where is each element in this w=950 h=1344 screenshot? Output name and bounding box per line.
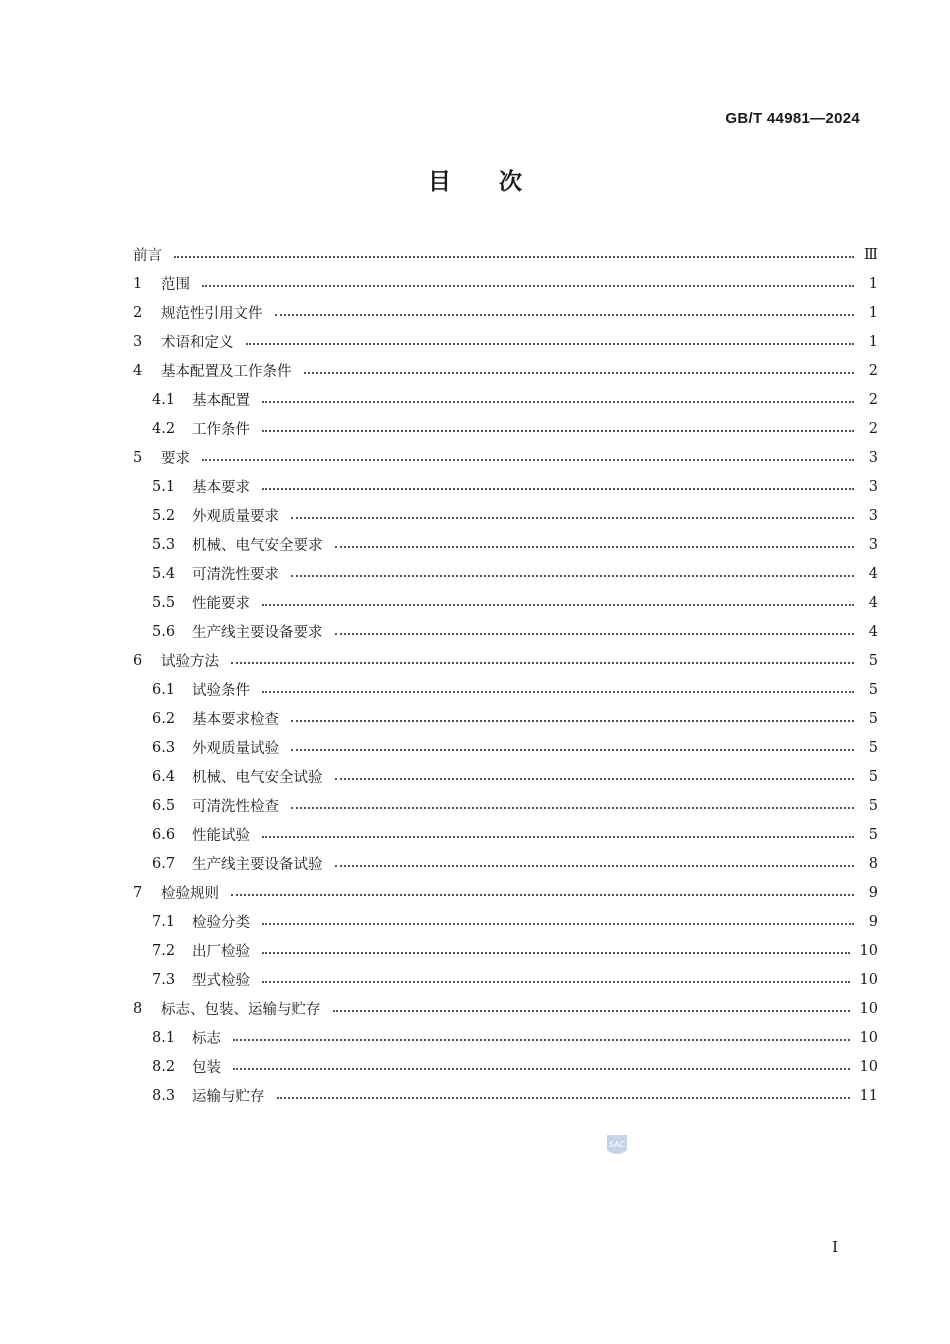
toc-entry-label: 机械、电气安全要求 <box>192 538 323 554</box>
toc-entry-page: 10 <box>859 971 878 988</box>
toc-dot-leader <box>333 1008 850 1012</box>
toc-entry-number: 2 <box>133 304 143 321</box>
toc-entry-number: 5.2 <box>152 507 176 524</box>
toc-dot-leader <box>291 747 854 751</box>
toc-entry-number: 8.1 <box>152 1029 176 1046</box>
toc-entry-number: 4.1 <box>152 391 176 408</box>
toc-dot-leader <box>291 805 854 809</box>
toc-entry[interactable] <box>133 617 878 646</box>
toc-dot-leader <box>262 950 850 954</box>
toc-entry[interactable] <box>133 1052 878 1081</box>
toc-entry[interactable] <box>133 559 878 588</box>
toc-entry-page: 5 <box>868 710 878 727</box>
toc-dot-leader <box>262 834 854 838</box>
toc-entry-page: 1 <box>868 304 878 321</box>
toc-dot-leader <box>262 399 854 403</box>
toc-dot-leader <box>262 428 854 432</box>
toc-entry[interactable] <box>133 704 878 733</box>
toc-entry-label: 基本要求 <box>192 480 250 496</box>
toc-entry-label: 试验方法 <box>161 654 219 670</box>
toc-entry-page: 5 <box>868 826 878 843</box>
toc-entry[interactable] <box>133 820 878 849</box>
toc-entry-label: 标志、包装、运输与贮存 <box>161 1002 321 1018</box>
toc-dot-leader <box>262 979 850 983</box>
toc-entry-label: 检验分类 <box>192 915 250 931</box>
toc-entry[interactable] <box>133 936 878 965</box>
sac-logo-text: SAC <box>608 1140 626 1149</box>
toc-entry-label: 标志 <box>192 1031 221 1047</box>
sac-logo-icon <box>604 1133 630 1157</box>
toc-entry-label: 基本配置及工作条件 <box>161 364 292 380</box>
toc-entry-label: 术语和定义 <box>161 335 234 351</box>
toc-entry-label: 外观质量要求 <box>192 509 279 525</box>
toc-entry[interactable] <box>133 1023 878 1052</box>
standard-number: GB/T 44981—2024 <box>725 110 860 127</box>
toc-entry[interactable] <box>133 443 878 472</box>
toc-entry-page: 9 <box>868 884 878 901</box>
toc-entry-label: 范围 <box>161 277 190 293</box>
toc-entry-page: 3 <box>868 536 878 553</box>
toc-entry-label: 试验条件 <box>192 683 250 699</box>
toc-entry[interactable] <box>133 1081 878 1110</box>
toc-entry[interactable] <box>133 472 878 501</box>
toc-entry-page: 5 <box>868 768 878 785</box>
toc-entry-label: 性能要求 <box>192 596 250 612</box>
toc-entry[interactable] <box>133 762 878 791</box>
toc-entry-label: 生产线主要设备试验 <box>192 857 323 873</box>
toc-entry-label: 生产线主要设备要求 <box>192 625 323 641</box>
toc-entry-number: 7.1 <box>152 913 176 930</box>
toc-entry-label: 规范性引用文件 <box>161 306 263 322</box>
toc-dot-leader <box>262 921 854 925</box>
toc-entry-number: 7.2 <box>152 942 176 959</box>
toc-entry[interactable] <box>133 791 878 820</box>
toc-dot-leader <box>262 486 854 490</box>
toc-entry-page: 2 <box>868 362 878 379</box>
toc-entry-number: 7.3 <box>152 971 176 988</box>
toc-entry[interactable] <box>133 269 878 298</box>
toc-entry-label: 前言 <box>133 248 162 264</box>
toc-entry[interactable] <box>133 588 878 617</box>
toc-entry-page: 5 <box>868 797 878 814</box>
toc-entry[interactable] <box>133 327 878 356</box>
toc-entry-number: 6 <box>133 652 143 669</box>
toc-entry-label: 基本配置 <box>192 393 250 409</box>
toc-dot-leader <box>291 573 854 577</box>
toc-entry-page: 10 <box>859 942 878 959</box>
toc-entry-label: 机械、电气安全试验 <box>192 770 323 786</box>
toc-entry[interactable] <box>133 501 878 530</box>
toc-dot-leader <box>233 1037 850 1041</box>
toc-entry-label: 性能试验 <box>192 828 250 844</box>
table-of-contents <box>133 240 878 1110</box>
toc-entry[interactable] <box>133 733 878 762</box>
toc-entry-number: 3 <box>133 333 143 350</box>
toc-entry-number: 6.3 <box>152 739 176 756</box>
toc-entry-page: 4 <box>868 565 878 582</box>
toc-dot-leader <box>291 718 854 722</box>
toc-dot-leader <box>231 660 854 664</box>
toc-entry-number: 4.2 <box>152 420 176 437</box>
toc-entry-page: 5 <box>868 739 878 756</box>
toc-entry-number: 5.3 <box>152 536 176 553</box>
toc-entry[interactable] <box>133 356 878 385</box>
toc-entry-page: 1 <box>868 275 878 292</box>
toc-entry-label: 出厂检验 <box>192 944 250 960</box>
toc-entry-page: 5 <box>868 681 878 698</box>
toc-entry-page: 8 <box>868 855 878 872</box>
toc-entry-label: 可清洗性检查 <box>192 799 279 815</box>
toc-dot-leader <box>202 283 854 287</box>
toc-entry[interactable] <box>133 675 878 704</box>
toc-entry-number: 6.1 <box>152 681 176 698</box>
toc-entry[interactable] <box>133 878 878 907</box>
toc-entry-page: 10 <box>859 1058 878 1075</box>
toc-entry-number: 6.4 <box>152 768 176 785</box>
toc-dot-leader <box>291 515 854 519</box>
toc-entry-label: 工作条件 <box>192 422 250 438</box>
toc-dot-leader <box>174 254 854 258</box>
toc-entry-number: 7 <box>133 884 143 901</box>
toc-dot-leader <box>304 370 855 374</box>
toc-entry-label: 可清洗性要求 <box>192 567 279 583</box>
toc-entry-page: 3 <box>868 449 878 466</box>
toc-entry-number: 1 <box>133 275 143 292</box>
toc-entry-page: 9 <box>868 913 878 930</box>
toc-dot-leader <box>262 602 854 606</box>
toc-entry-page: 2 <box>868 420 878 437</box>
toc-dot-leader <box>275 312 855 316</box>
toc-dot-leader <box>335 863 855 867</box>
toc-dot-leader <box>335 631 855 635</box>
toc-entry[interactable] <box>133 849 878 878</box>
toc-entry-number: 6.6 <box>152 826 176 843</box>
toc-dot-leader <box>277 1095 850 1099</box>
toc-entry-page: 5 <box>868 652 878 669</box>
toc-entry[interactable] <box>133 646 878 675</box>
toc-entry-label: 基本要求检查 <box>192 712 279 728</box>
toc-entry-page: 1 <box>868 333 878 350</box>
toc-entry-page: 11 <box>859 1087 878 1104</box>
toc-entry[interactable] <box>133 907 878 936</box>
toc-dot-leader <box>335 776 855 780</box>
toc-dot-leader <box>262 689 854 693</box>
toc-entry-page: 4 <box>868 594 878 611</box>
toc-entry-number: 6.7 <box>152 855 176 872</box>
toc-entry[interactable] <box>133 994 878 1023</box>
toc-entry-number: 5.6 <box>152 623 176 640</box>
toc-entry-label: 运输与贮存 <box>192 1089 265 1105</box>
toc-entry-number: 5 <box>133 449 143 466</box>
toc-entry-number: 5.4 <box>152 565 176 582</box>
toc-entry-label: 包装 <box>192 1060 221 1076</box>
toc-entry[interactable] <box>133 298 878 327</box>
page-number: I <box>832 1238 838 1256</box>
toc-entry-number: 8.2 <box>152 1058 176 1075</box>
toc-dot-leader <box>246 341 855 345</box>
toc-entry-page: 2 <box>868 391 878 408</box>
toc-entry-number: 5.1 <box>152 478 176 495</box>
toc-entry-number: 8.3 <box>152 1087 176 1104</box>
toc-entry[interactable] <box>133 240 878 269</box>
toc-entry-page: 4 <box>868 623 878 640</box>
page-title: 目次 <box>428 169 570 195</box>
toc-entry-number: 6.5 <box>152 797 176 814</box>
toc-entry-page: 10 <box>859 1029 878 1046</box>
toc-entry[interactable] <box>133 530 878 559</box>
toc-entry-label: 检验规则 <box>161 886 219 902</box>
toc-entry-page: 3 <box>868 507 878 524</box>
toc-entry-number: 6.2 <box>152 710 176 727</box>
toc-entry-number: 8 <box>133 1000 143 1017</box>
toc-entry-label: 型式检验 <box>192 973 250 989</box>
toc-entry-label: 外观质量试验 <box>192 741 279 757</box>
toc-entry-page: 10 <box>859 1000 878 1017</box>
toc-entry-page: 3 <box>868 478 878 495</box>
toc-dot-leader <box>233 1066 850 1070</box>
toc-dot-leader <box>335 544 855 548</box>
toc-dot-leader <box>202 457 854 461</box>
toc-entry[interactable] <box>133 414 878 443</box>
toc-entry-number: 4 <box>133 362 143 379</box>
toc-entry[interactable] <box>133 385 878 414</box>
toc-entry-number: 5.5 <box>152 594 176 611</box>
toc-dot-leader <box>231 892 854 896</box>
toc-entry[interactable] <box>133 965 878 994</box>
toc-entry-label: 要求 <box>161 451 190 467</box>
toc-entry-page: Ⅲ <box>864 246 878 263</box>
